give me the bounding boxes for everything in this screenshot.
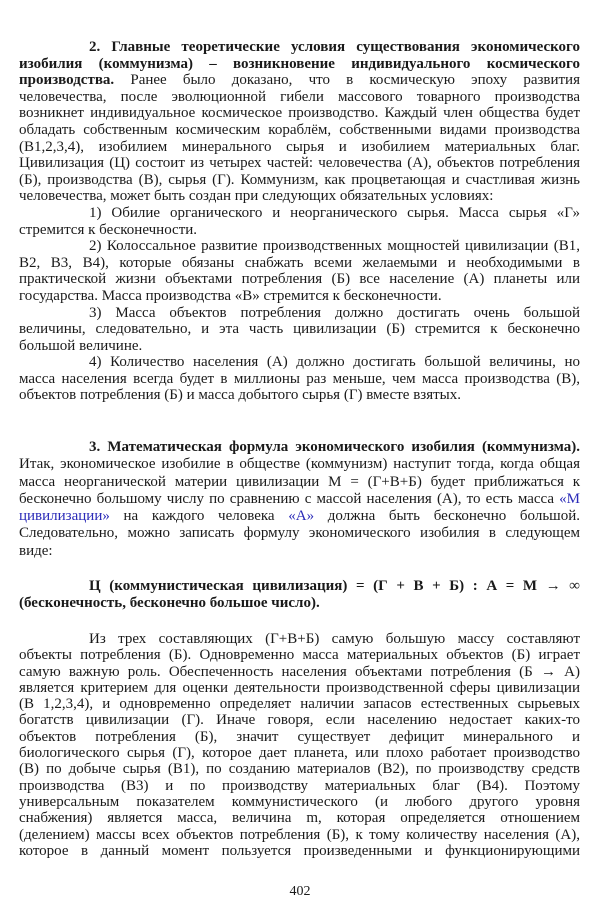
text-segment: человечества, после эволюционной гибели массового товарного производства	[19, 88, 580, 105]
text-line	[19, 696, 580, 712]
paragraph-consumption-mass	[19, 631, 580, 859]
text-line	[19, 761, 580, 777]
text-line	[19, 255, 580, 272]
text-segment: Итак, экономическое изобилие в обществе (коммунизм) наступит тогда, когда общая	[19, 456, 580, 473]
text-segment: (делением) массы всех объектов потребления (Б), к тому количеству населения (А),	[19, 826, 580, 843]
text-segment: на каждого человека	[109, 508, 289, 525]
text-line	[19, 525, 580, 542]
text-segment: которое в данный момент пользуется произведенными и функционирующими	[19, 842, 580, 859]
text-line	[19, 778, 580, 794]
text-line	[19, 39, 580, 56]
text-line	[19, 647, 580, 663]
text-segment: стремится к бесконечности.	[19, 221, 198, 238]
text-line	[19, 794, 580, 810]
text-line	[19, 271, 580, 288]
text-line	[19, 680, 580, 696]
text-line	[19, 508, 580, 525]
text-segment: бесконечно большому числу по сравнению с массой населения (А), то есть масса	[19, 490, 560, 507]
bold-text: Ц (коммунистическая цивилизация) = (Г + В + Б) : А = М → ∞	[89, 578, 580, 594]
bold-text: изобилия (коммунизма) – возникновение индивидуального космического	[19, 55, 580, 72]
highlighted-text: цивилизации»	[19, 508, 110, 525]
bold-text: (бесконечность, бесконечно большое число).	[19, 595, 320, 612]
text-line	[19, 456, 580, 473]
text-segment: масса неорганической материи цивилизации М = (Г+В+Б) будет приближаться к	[19, 473, 580, 490]
text-line	[19, 122, 580, 139]
text-segment: В2, В3, В4), которые обязаны снабжать всеми желаемыми и необходимыми в	[19, 254, 580, 271]
page-number: 402	[289, 884, 311, 899]
text-segment: универсальным показателем коммунистического (и любого другого уровня	[19, 793, 580, 810]
text-line	[19, 205, 580, 222]
text-segment: практической жизни объектами потребления (Б) все население (А) планеты или	[19, 271, 580, 288]
text-line	[19, 288, 580, 305]
text-segment: масса населения всегда будет в миллионы раз меньше, чем масса производства (В),	[19, 370, 580, 387]
text-segment: производства (В3) и по производству материальных благ (В4). Поэтому	[19, 777, 580, 794]
bold-text: производства.	[19, 72, 115, 89]
text-line	[19, 338, 580, 355]
text-segment: (В) по добыче сырья (В1), по созданию материалов (В2), по производству средств	[19, 761, 580, 778]
text-line	[19, 305, 580, 322]
text-segment: объекты потребления (Б). Одновременно масса материальных объектов (Б) играет	[19, 647, 580, 664]
text-segment: богатств цивилизации (Г). Иначе говоря, если населению недостает каких-то	[19, 712, 580, 729]
text-segment: Из трех составляющих (Г+В+Б) самую большую массу составляют	[89, 631, 580, 647]
text-line	[19, 810, 580, 826]
abundance-formula	[19, 578, 580, 613]
text-segment: возникнет индивидуальное космическое производство. Каждый член общества будет	[19, 105, 580, 122]
text-line	[19, 827, 580, 843]
text-segment: величины, следовательно, и эта часть цивилизации (Б) стремится к бесконечно	[19, 321, 580, 338]
text-segment: объектов потребления (Б) и масса добытого сырья (Г) вместе взятых.	[19, 387, 461, 404]
text-line	[19, 729, 580, 745]
section-3-text	[19, 439, 580, 560]
text-line	[19, 578, 580, 595]
text-segment: 4) Количество населения (А) должно достигать большой величины, но	[89, 354, 580, 371]
text-line	[19, 188, 580, 205]
text-line	[19, 172, 580, 189]
text-segment: государства. Масса производства «В» стремится к бесконечности.	[19, 287, 442, 304]
text-line	[19, 595, 580, 612]
text-segment: Следовательно, можно записать формулу экономического изобилия в следующем	[19, 525, 580, 542]
text-line	[19, 843, 580, 859]
text-segment: (В 1,2,3,4), и одновременно определяет наличии запасов естественных сырьевых	[19, 696, 580, 713]
text-line	[19, 631, 580, 647]
text-segment: 1) Обилие органического и неорганического сырья. Масса сырья «Г»	[89, 204, 580, 221]
text-segment: большой величине.	[19, 337, 143, 354]
text-line	[19, 155, 580, 172]
text-segment: (Б), производства (В), сырья (Г). Коммунизм, как процветающая и счастливая жизнь	[19, 171, 580, 188]
text-line	[19, 712, 580, 728]
bold-text: 2. Главные теоретические условия существования экономического	[89, 39, 580, 55]
text-segment: (В1,2,3,4), изобилием минерального сырья и изобилием материальных благ.	[19, 138, 580, 155]
text-line	[19, 387, 580, 404]
section-2-text	[19, 39, 580, 404]
highlighted-text: «М	[559, 490, 580, 507]
text-line	[19, 491, 580, 508]
text-line	[19, 222, 580, 239]
text-line	[19, 105, 580, 122]
text-segment: 2) Колоссальное развитие производственных мощностей цивилизации (В1,	[89, 238, 580, 255]
text-line	[19, 238, 580, 255]
text-segment: самую важную роль. Обеспеченность населения объектами потребления (Б → А)	[19, 663, 580, 680]
text-segment: виде:	[19, 542, 53, 559]
text-segment: Ранее было доказано, что в космическую эпоху развития	[114, 72, 580, 89]
text-line	[19, 354, 580, 371]
text-segment: должна быть бесконечно большой.	[314, 508, 580, 525]
text-line	[19, 745, 580, 761]
text-segment: снабжения) является масса, величина m, которая определяется отношением	[19, 810, 580, 827]
text-segment: 3) Масса объектов потребления должно достигать очень большой	[89, 304, 580, 321]
text-segment: является критерием для оценки деятельности производственной сферы цивилизации	[19, 679, 580, 696]
text-line	[19, 664, 580, 680]
highlighted-text: «А»	[288, 508, 315, 525]
bold-text: 3. Математическая формула экономического изобилия (коммунизма).	[89, 439, 580, 455]
text-line	[19, 72, 580, 89]
text-segment: человечества, может быть создан при следующих обязательных условиях:	[19, 188, 494, 205]
text-segment: биологического сырья (Г), которое дает планета, или плохо работает производство	[19, 745, 580, 762]
text-line	[19, 321, 580, 338]
text-segment: Цивилизация (Ц) состоит из четырех частей: человечества (А), объектов потребления	[19, 155, 580, 172]
text-line	[19, 371, 580, 388]
text-line	[19, 56, 580, 73]
text-line	[19, 89, 580, 106]
text-line	[19, 474, 580, 491]
text-line	[19, 139, 580, 156]
text-segment: обладать собственным космическим кораблём, собственными видами производства	[19, 121, 580, 138]
text-segment: объектов потребления (Б), значит существует дефицит минерального и	[19, 728, 580, 745]
text-line	[19, 439, 580, 456]
text-line	[19, 543, 580, 560]
